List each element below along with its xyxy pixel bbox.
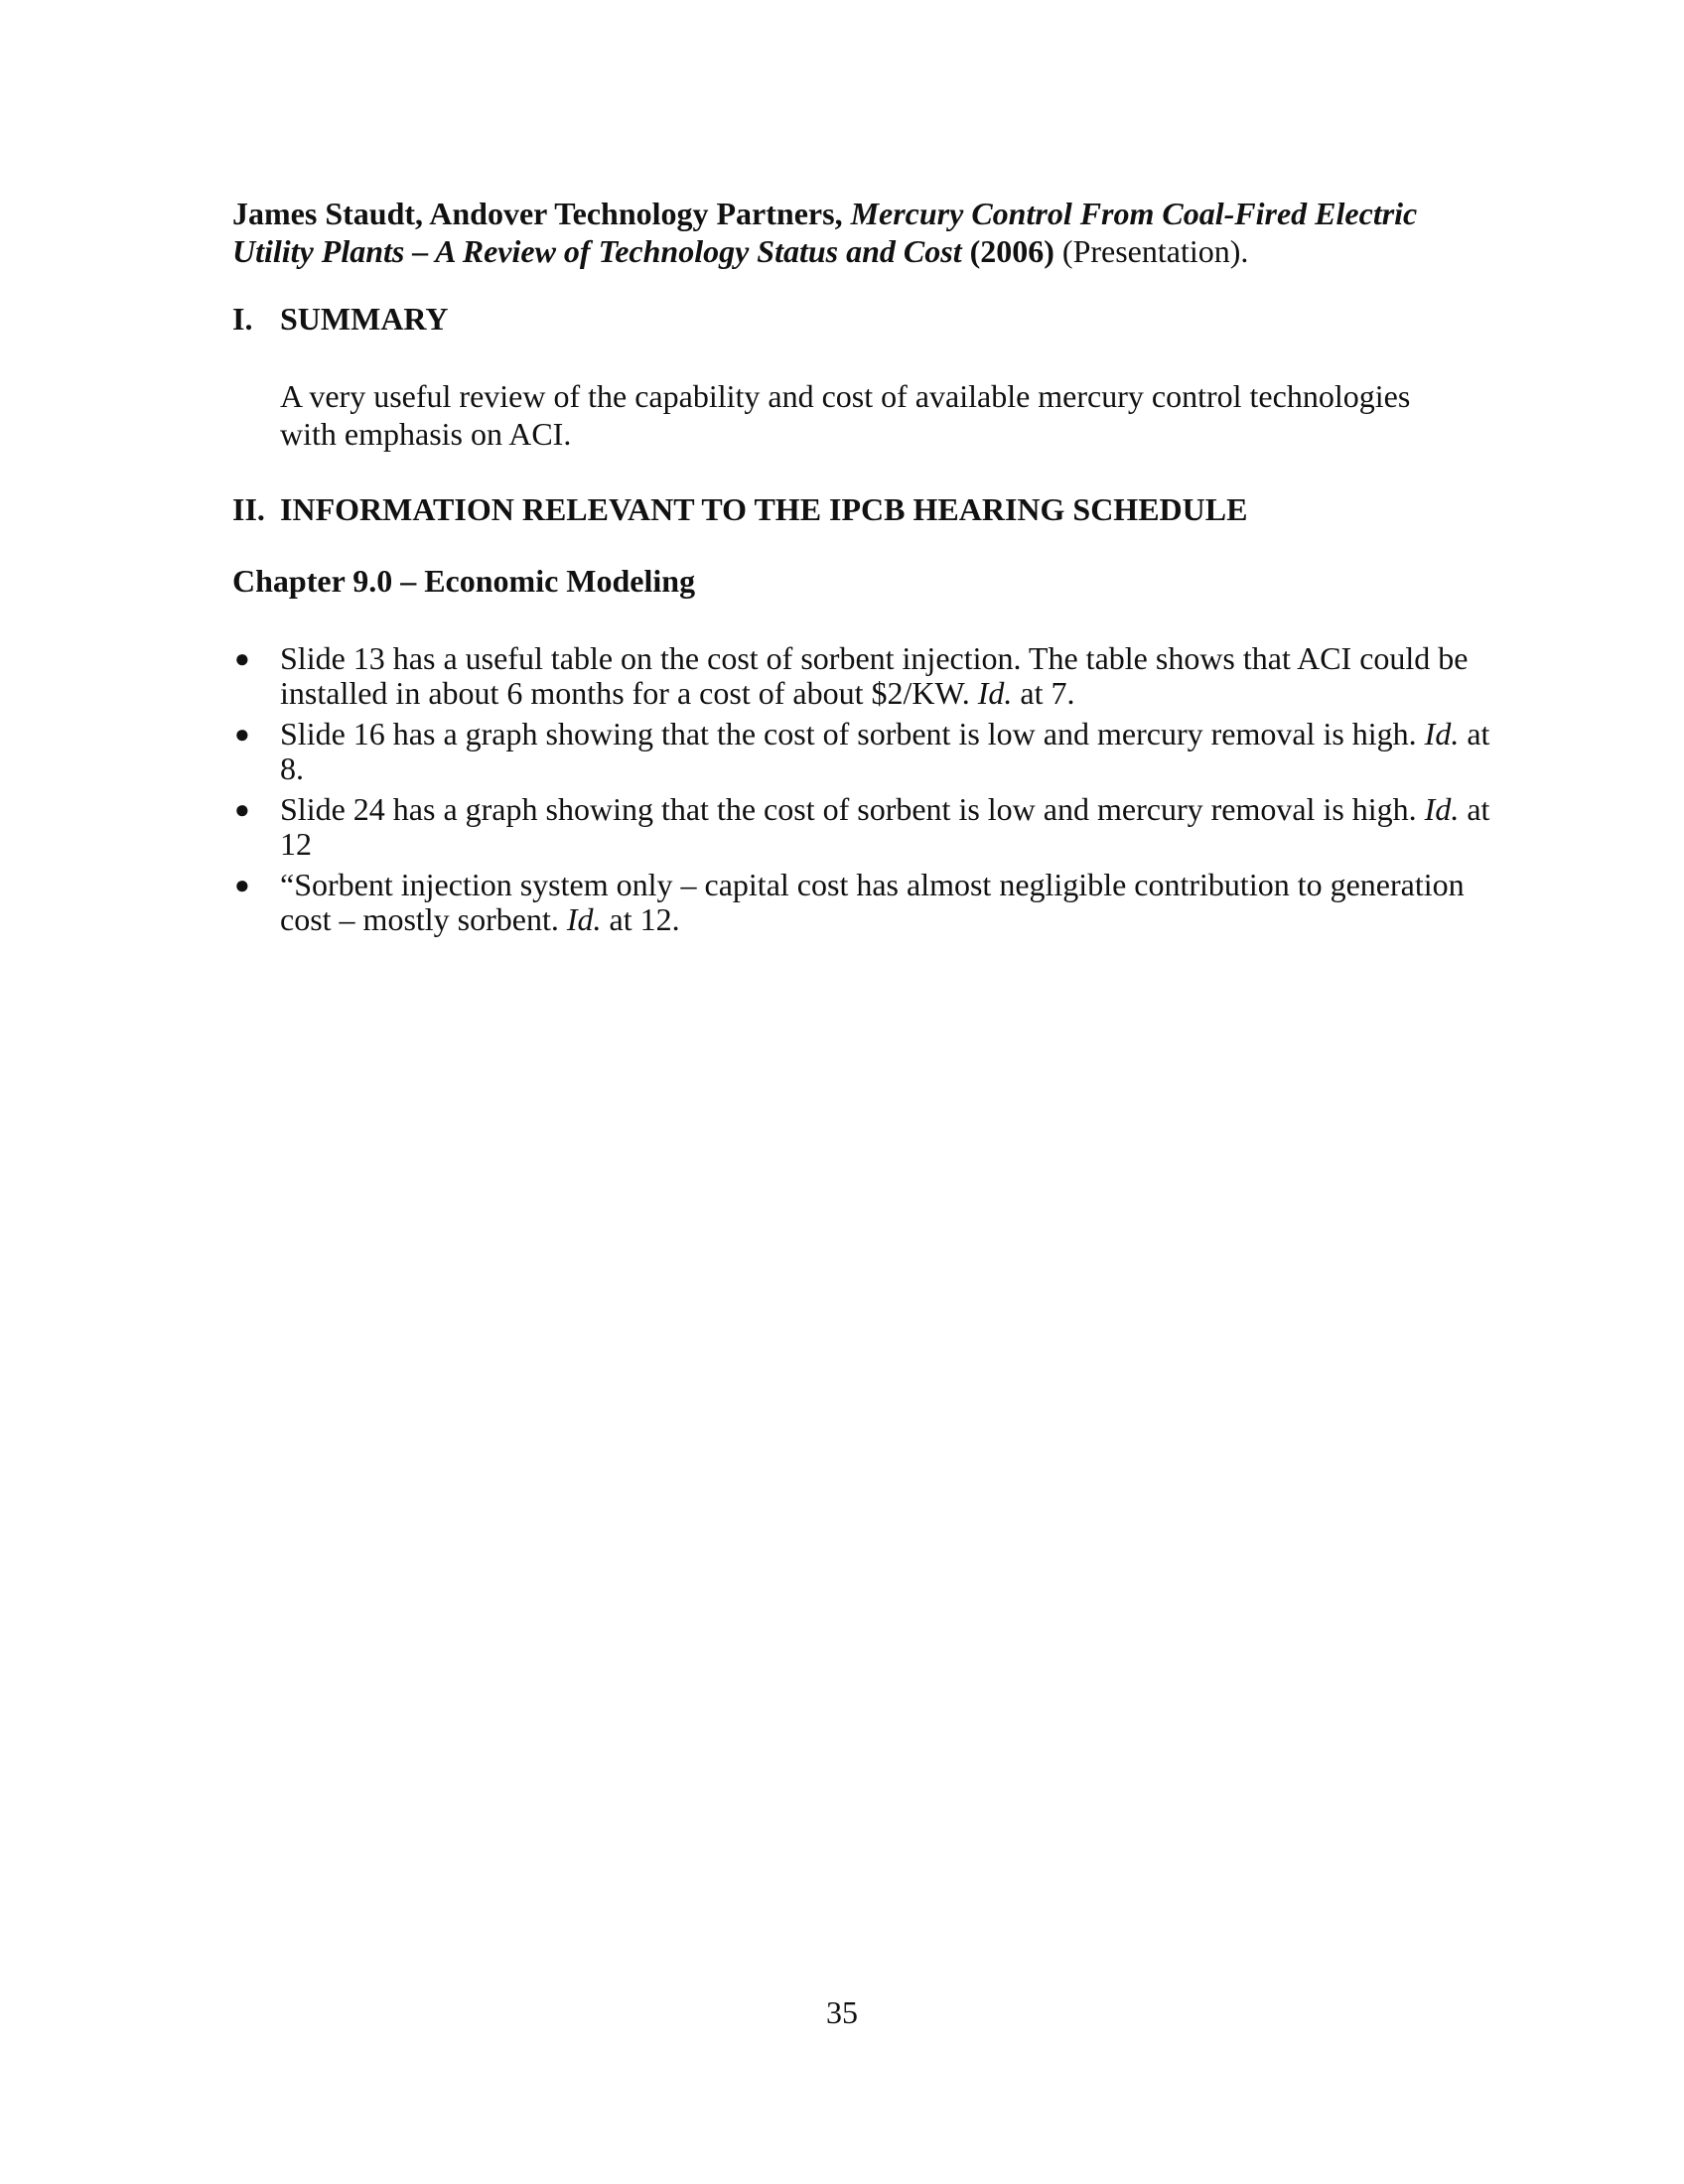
bullet-ref: at 7. (1012, 675, 1075, 711)
citation-year: (2006) (969, 233, 1054, 269)
bullet-id: Id. (566, 901, 602, 937)
bullet-ref: at 8. (280, 716, 1490, 786)
bullet-ref: at 12. (601, 901, 680, 937)
citation-title: Mercury Control From Coal-Fired Electric Utility Plants – A Review of Technology Status and Cost (232, 196, 1418, 269)
bullet-text: Slide 16 has a graph showing that the cost of sorbent is low and mercury removal is high. (280, 716, 1425, 751)
list-item (232, 868, 1503, 937)
bullet-icon: ● (234, 644, 250, 673)
summary-text: A very useful review of the capability and cost of available mercury control technologies with emphasis on ACI. (280, 378, 1411, 452)
section-summary-title: SUMMARY (280, 301, 449, 337)
bullet-text: Slide 24 has a graph showing that the cost of sorbent is low and mercury removal is high. (280, 791, 1425, 827)
citation (232, 195, 1483, 270)
bullet-list (232, 641, 1503, 943)
bullet-icon: ● (234, 720, 250, 749)
bullet-text: “Sorbent injection system only – capital cost has almost negligible contribution to generation cost – mostly sorbent. (280, 867, 1465, 937)
section-information-title: INFORMATION RELEVANT TO THE IPCB HEARING SCHEDULE (280, 491, 1248, 527)
bullet-ref: at 12 (280, 791, 1490, 862)
bullet-id: Id. (1424, 716, 1460, 751)
section-information-heading (232, 490, 1247, 528)
section-summary-heading (232, 300, 449, 338)
page-number: 35 (826, 1994, 858, 2030)
bullet-icon: ● (234, 795, 250, 824)
list-item (232, 717, 1503, 786)
bullet-icon: ● (234, 871, 250, 899)
list-item (232, 792, 1503, 862)
bullet-id: Id. (1424, 791, 1460, 827)
chapter-heading: Chapter 9.0 – Economic Modeling (232, 563, 696, 599)
citation-type: (Presentation). (1061, 233, 1249, 269)
bullet-id: Id. (977, 675, 1013, 711)
section-summary-number: I. (232, 301, 253, 337)
section-information-number: II. (232, 491, 265, 527)
list-item (232, 641, 1503, 711)
citation-author: James Staudt, Andover Technology Partners, (232, 196, 843, 231)
bullet-text: Slide 13 has a useful table on the cost of sorbent injection. The table shows that ACI could be installed in about 6 months for a cost of about $2/KW. (280, 640, 1469, 711)
